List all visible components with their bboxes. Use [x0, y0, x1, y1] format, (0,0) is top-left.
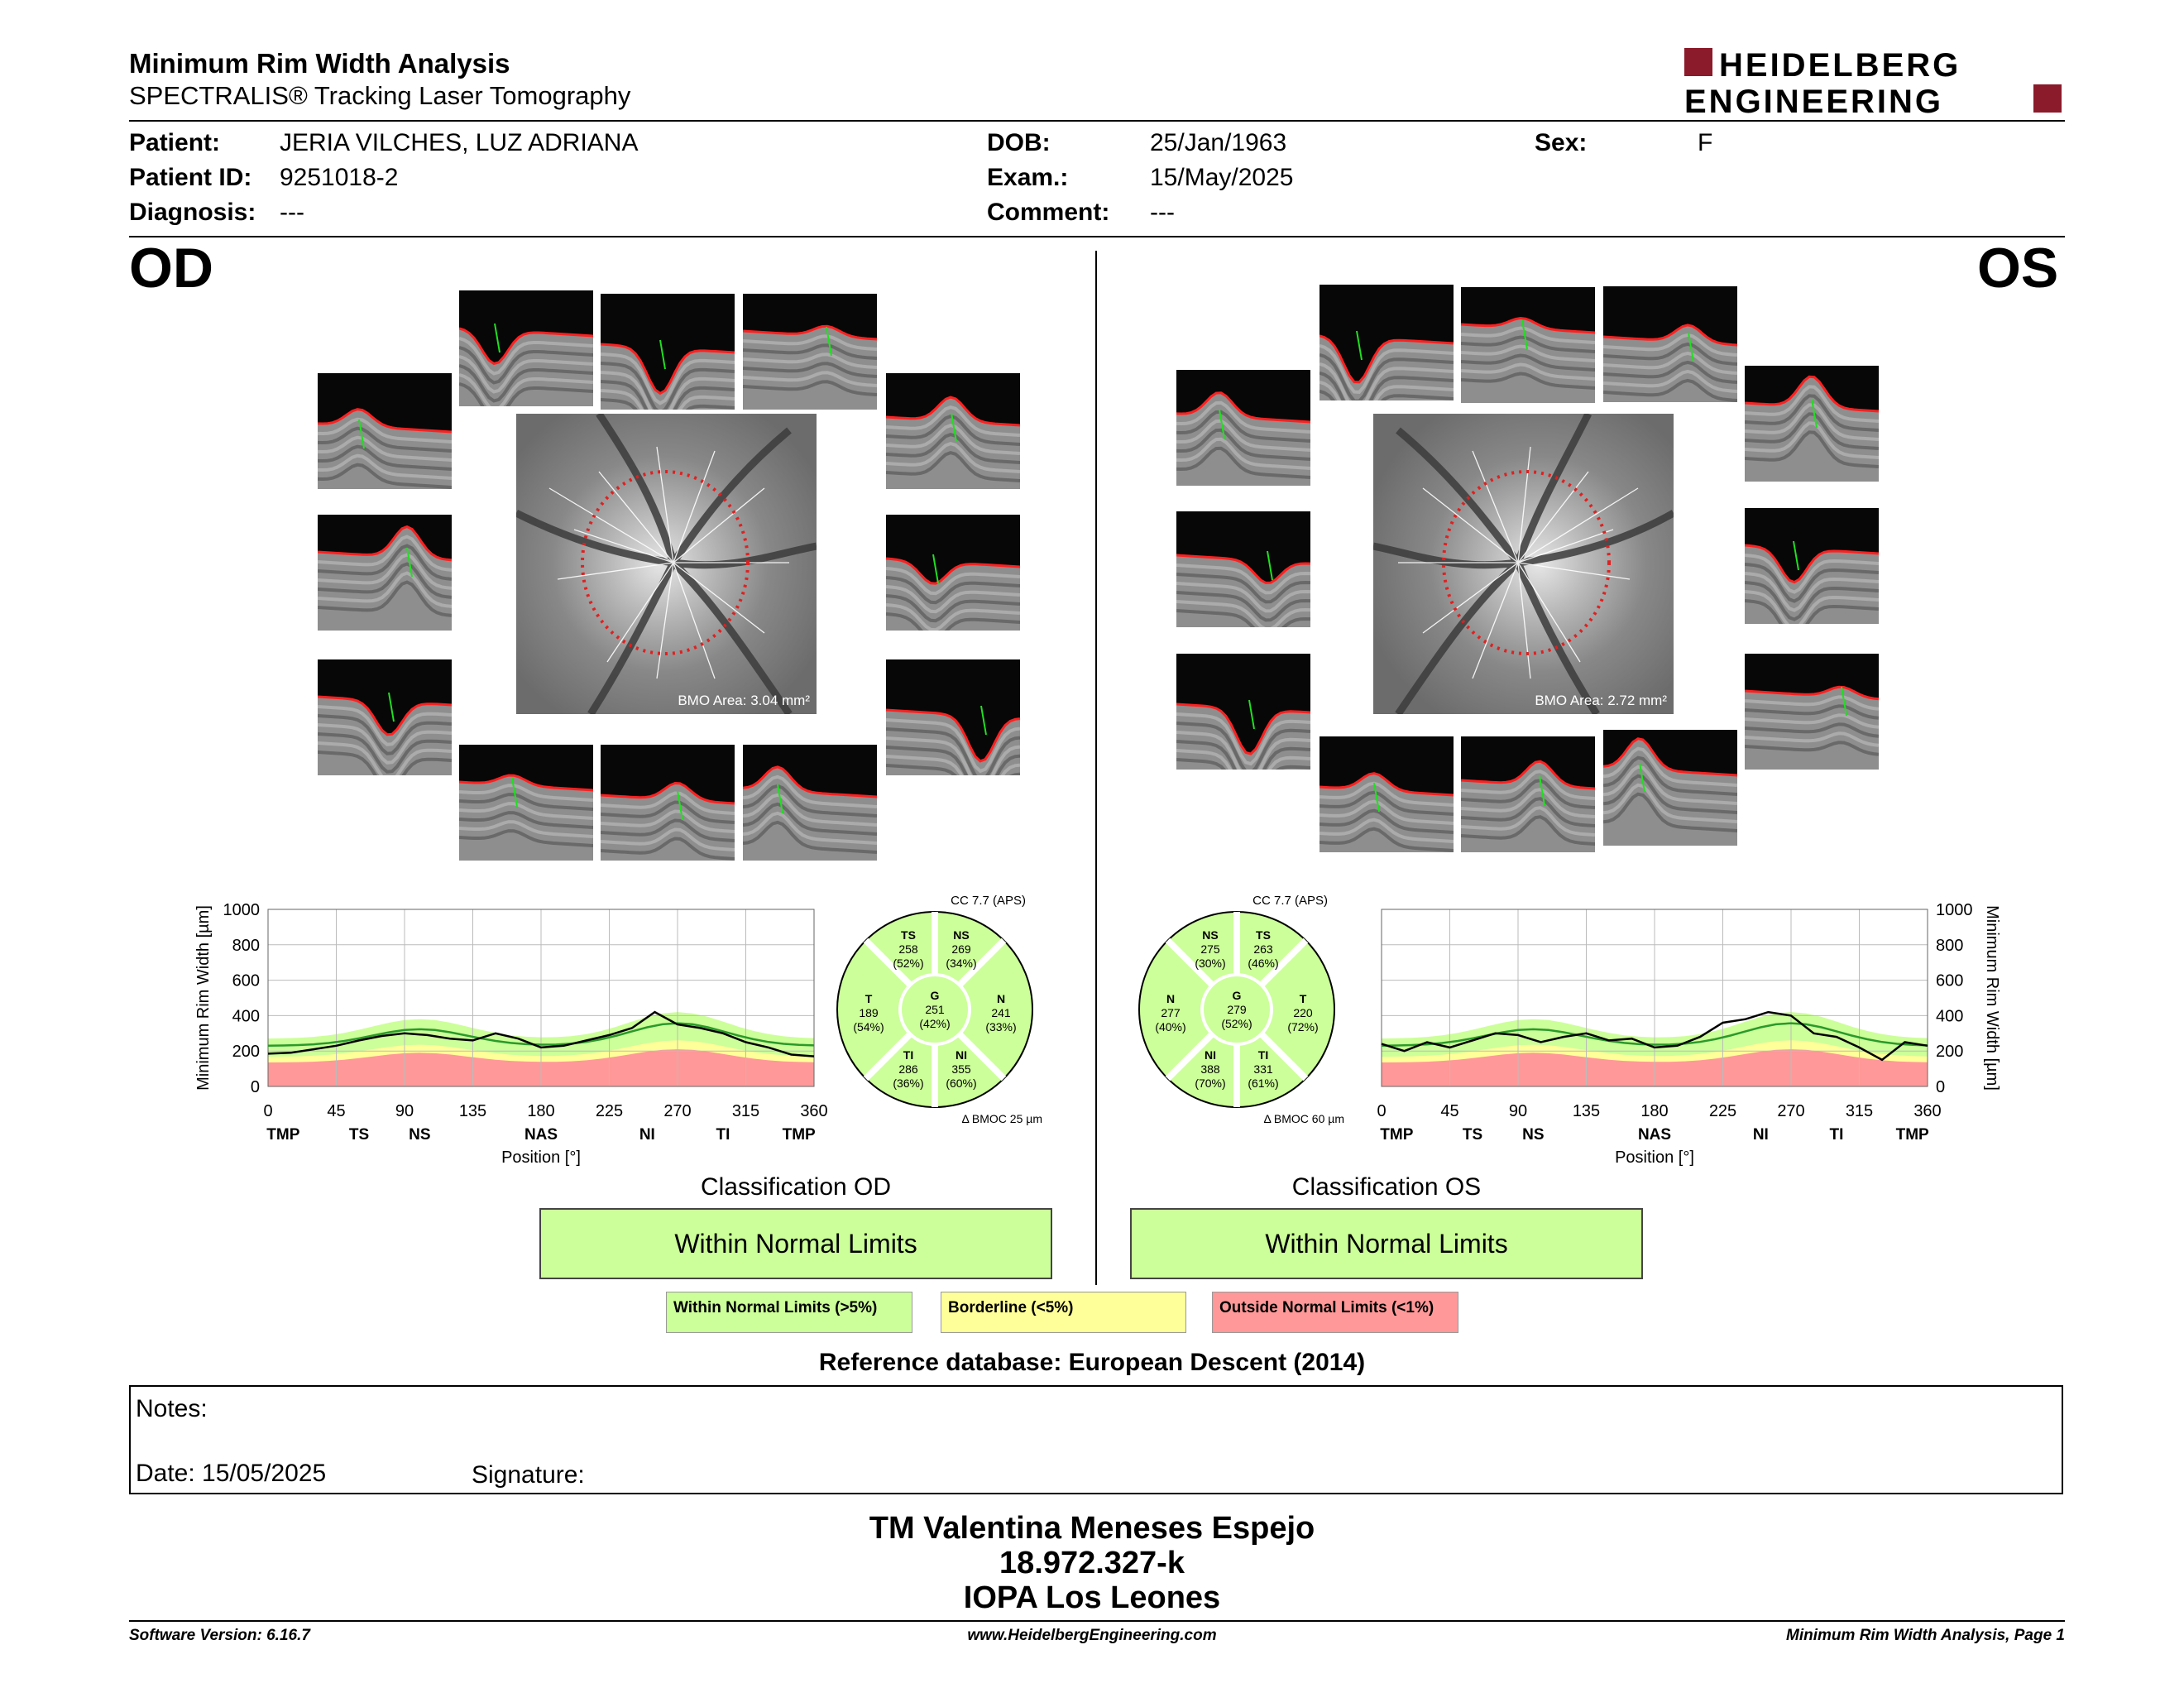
legend-borderline: Borderline (<5%) — [941, 1292, 1186, 1333]
od-oct-scan — [886, 373, 1020, 489]
x-tick-label: 180 — [1640, 1102, 1669, 1120]
od-oct-scan — [459, 290, 593, 406]
os-bmo-area: BMO Area: 2.72 mm² — [1535, 693, 1667, 708]
comment-label: Comment: — [987, 199, 1110, 226]
os-oct-scan — [1176, 370, 1310, 486]
cc-label: CC 7.7 (APS) — [1252, 894, 1328, 908]
y-axis-title: Minimum Rim Width [µm] — [194, 905, 213, 1091]
bmoc-delta: Δ BMOC 25 µm — [961, 1112, 1042, 1125]
diagnosis-label: Diagnosis: — [129, 199, 256, 226]
sector-value: 277 — [1161, 1006, 1181, 1019]
od-oct-scan — [318, 659, 452, 775]
diagnosis-value: --- — [280, 199, 304, 226]
page-footer-label: Minimum Rim Width Analysis, Page 1 — [1786, 1627, 2065, 1644]
y-tick-label: 1000 — [1936, 901, 1973, 919]
sector-value: 258 — [898, 942, 918, 956]
sector-value: 279 — [1227, 1003, 1247, 1016]
sector-name: TS — [901, 928, 916, 942]
os-oct-scan — [1603, 286, 1737, 402]
y-tick-label: 600 — [1936, 971, 1964, 990]
sector-name: T — [864, 992, 873, 1005]
sector-name: TI — [903, 1048, 914, 1062]
sector-percentile: (30%) — [1195, 957, 1226, 970]
os-oct-scan — [1176, 511, 1310, 627]
od-classification-title: Classification OD — [700, 1173, 892, 1201]
y-tick-label: 0 — [250, 1078, 260, 1096]
report-title: Minimum Rim Width Analysis — [129, 48, 510, 79]
sector-percentile: (54%) — [853, 1020, 884, 1033]
sector-name: NS — [953, 928, 970, 942]
sector-axis-label: TMP — [266, 1126, 300, 1144]
x-tick-label: 0 — [263, 1102, 273, 1120]
sex-label: Sex: — [1535, 129, 1588, 156]
signature-label: Signature: — [472, 1461, 585, 1489]
y-tick-label: 200 — [232, 1043, 260, 1062]
dob-value: 25/Jan/1963 — [1150, 129, 1287, 156]
od-oct-scan — [601, 294, 735, 410]
y-tick-label: 1000 — [223, 901, 260, 919]
x-tick-label: 225 — [1708, 1102, 1737, 1120]
svg-text:ENGINEERING: ENGINEERING — [1684, 84, 1944, 117]
sector-axis-label: NI — [639, 1126, 655, 1144]
os-eye-label: OS — [1977, 237, 2059, 300]
sector-value: 189 — [859, 1006, 879, 1019]
patient-name: JERIA VILCHES, LUZ ADRIANA — [280, 129, 639, 156]
x-tick-label: 0 — [1377, 1102, 1387, 1120]
od-fundus-image — [516, 414, 817, 714]
sector-percentile: (61%) — [1248, 1077, 1279, 1090]
y-tick-label: 400 — [1936, 1007, 1964, 1026]
sector-value: 263 — [1253, 942, 1273, 956]
y-tick-label: 200 — [1936, 1043, 1964, 1062]
x-tick-label: 360 — [1913, 1102, 1942, 1120]
sector-percentile: (40%) — [1155, 1020, 1186, 1033]
heidelberg-logo — [1684, 45, 2065, 117]
sector-axis-label: TS — [348, 1126, 370, 1144]
sector-axis-label: TS — [1462, 1126, 1483, 1144]
sector-value: 286 — [898, 1062, 918, 1076]
sector-percentile: (60%) — [946, 1077, 977, 1090]
sector-value: 220 — [1293, 1006, 1313, 1019]
od-oct-scan — [886, 515, 1020, 631]
notes-label: Notes: — [136, 1395, 208, 1422]
x-tick-label: 135 — [1572, 1102, 1601, 1120]
sector-axis-label: NI — [1752, 1126, 1769, 1144]
sector-axis-label: TMP — [1895, 1126, 1929, 1144]
sector-value: 275 — [1200, 942, 1220, 956]
os-oct-scan — [1745, 508, 1879, 624]
legend-outside: Outside Normal Limits (<1%) — [1212, 1292, 1458, 1333]
x-tick-label: 270 — [1777, 1102, 1805, 1120]
y-tick-label: 800 — [232, 936, 260, 955]
os-rim-width-plot — [1357, 898, 2010, 1171]
patient-id: 9251018-2 — [280, 164, 399, 191]
dob-label: DOB: — [987, 129, 1051, 156]
x-tick-label: 45 — [1440, 1102, 1459, 1120]
y-tick-label: 800 — [1936, 936, 1964, 955]
x-tick-label: 360 — [800, 1102, 828, 1120]
cc-label: CC 7.7 (APS) — [951, 894, 1026, 908]
od-bmo-area: BMO Area: 3.04 mm² — [678, 693, 810, 708]
patient-id-label: Patient ID: — [129, 164, 252, 191]
os-oct-scan — [1745, 366, 1879, 482]
x-tick-label: 90 — [1508, 1102, 1528, 1120]
notes-box — [129, 1385, 2063, 1494]
report-subtitle: SPECTRALIS® Tracking Laser Tomography — [129, 81, 631, 110]
od-classification-result: Within Normal Limits — [539, 1208, 1052, 1279]
sector-axis-label: TMP — [1380, 1126, 1414, 1144]
x-tick-label: 225 — [595, 1102, 624, 1120]
sector-name: G — [1232, 989, 1242, 1002]
sector-name: TI — [1257, 1048, 1269, 1062]
od-oct-scan — [459, 745, 593, 861]
od-sector-diagram — [836, 890, 1075, 1125]
sector-axis-label: NAS — [524, 1126, 558, 1144]
sector-percentile: (33%) — [985, 1020, 1017, 1033]
legend-wnl: Within Normal Limits (>5%) — [666, 1292, 912, 1333]
sector-percentile: (70%) — [1195, 1077, 1226, 1090]
y-tick-label: 600 — [232, 971, 260, 990]
sector-percentile: (72%) — [1287, 1020, 1319, 1033]
software-version: Software Version: 6.16.7 — [129, 1627, 310, 1644]
sector-name: NS — [1202, 928, 1219, 942]
eye-divider — [1095, 251, 1097, 1285]
x-tick-label: 315 — [1845, 1102, 1874, 1120]
sector-percentile: (42%) — [919, 1017, 951, 1030]
sector-axis-label: NS — [1522, 1126, 1545, 1144]
x-tick-label: 45 — [327, 1102, 346, 1120]
date-label: Date: 15/05/2025 — [136, 1460, 327, 1487]
comment-value: --- — [1150, 199, 1175, 226]
sector-name: N — [1166, 992, 1176, 1005]
x-axis-title: Position [°] — [1615, 1149, 1694, 1167]
sector-percentile: (34%) — [946, 957, 977, 970]
exam-label: Exam.: — [987, 164, 1069, 191]
sector-axis-label: TI — [1829, 1126, 1844, 1144]
x-tick-label: 315 — [731, 1102, 760, 1120]
sector-value: 269 — [951, 942, 971, 956]
od-rim-width-plot — [190, 898, 844, 1171]
sector-name: G — [930, 989, 940, 1002]
sector-percentile: (52%) — [1221, 1017, 1252, 1030]
patient-label: Patient: — [129, 129, 221, 156]
y-tick-label: 400 — [232, 1007, 260, 1026]
sex-value: F — [1698, 129, 1713, 156]
os-oct-scan — [1461, 736, 1595, 852]
sector-value: 251 — [925, 1003, 945, 1016]
sector-value: 355 — [951, 1062, 971, 1076]
os-oct-scan — [1461, 287, 1595, 403]
od-oct-scan — [318, 515, 452, 631]
od-eye-label: OD — [129, 237, 213, 300]
reference-database: Reference database: European Descent (2014) — [818, 1349, 1366, 1376]
sector-percentile: (52%) — [893, 957, 924, 970]
sector-percentile: (36%) — [893, 1077, 924, 1090]
os-fundus-image — [1373, 414, 1674, 714]
sector-value: 388 — [1200, 1062, 1220, 1076]
sector-axis-label: TI — [716, 1126, 730, 1144]
institution-name: IOPA Los Leones — [963, 1580, 1221, 1615]
os-oct-scan — [1745, 654, 1879, 770]
sector-axis-label: TMP — [782, 1126, 816, 1144]
bmoc-delta: Δ BMOC 60 µm — [1263, 1112, 1344, 1125]
exam-value: 15/May/2025 — [1150, 164, 1294, 191]
website-link[interactable]: www.HeidelbergEngineering.com — [967, 1627, 1217, 1644]
sector-percentile: (46%) — [1248, 957, 1279, 970]
os-oct-scan — [1320, 736, 1454, 852]
sector-name: TS — [1256, 928, 1271, 942]
x-tick-label: 180 — [527, 1102, 555, 1120]
os-oct-scan — [1603, 730, 1737, 846]
os-sector-diagram — [1138, 890, 1377, 1125]
sector-name: T — [1299, 992, 1307, 1005]
sector-value: 241 — [991, 1006, 1011, 1019]
x-tick-label: 90 — [395, 1102, 414, 1120]
sector-name: NI — [1205, 1048, 1216, 1062]
os-classification-result: Within Normal Limits — [1130, 1208, 1643, 1279]
sector-axis-label: NS — [409, 1126, 431, 1144]
y-tick-label: 0 — [1936, 1078, 1946, 1096]
sector-value: 331 — [1253, 1062, 1273, 1076]
sector-name: N — [996, 992, 1006, 1005]
od-oct-scan — [743, 745, 877, 861]
technician-name: TM Valentina Meneses Espejo — [869, 1511, 1315, 1546]
x-axis-title: Position [°] — [501, 1149, 581, 1167]
os-classification-title: Classification OS — [1291, 1173, 1482, 1201]
os-oct-scan — [1176, 654, 1310, 770]
svg-text:HEIDELBERG: HEIDELBERG — [1719, 47, 1961, 84]
sector-name: NI — [956, 1048, 967, 1062]
od-oct-scan — [601, 745, 735, 861]
x-tick-label: 135 — [458, 1102, 487, 1120]
technician-id: 18.972.327-k — [999, 1546, 1185, 1580]
os-oct-scan — [1320, 285, 1454, 400]
sector-axis-label: NAS — [1637, 1126, 1672, 1144]
y-axis-title: Minimum Rim Width [µm] — [1983, 905, 2001, 1091]
x-tick-label: 270 — [663, 1102, 692, 1120]
od-oct-scan — [886, 659, 1020, 775]
od-oct-scan — [318, 373, 452, 489]
od-oct-scan — [743, 294, 877, 410]
